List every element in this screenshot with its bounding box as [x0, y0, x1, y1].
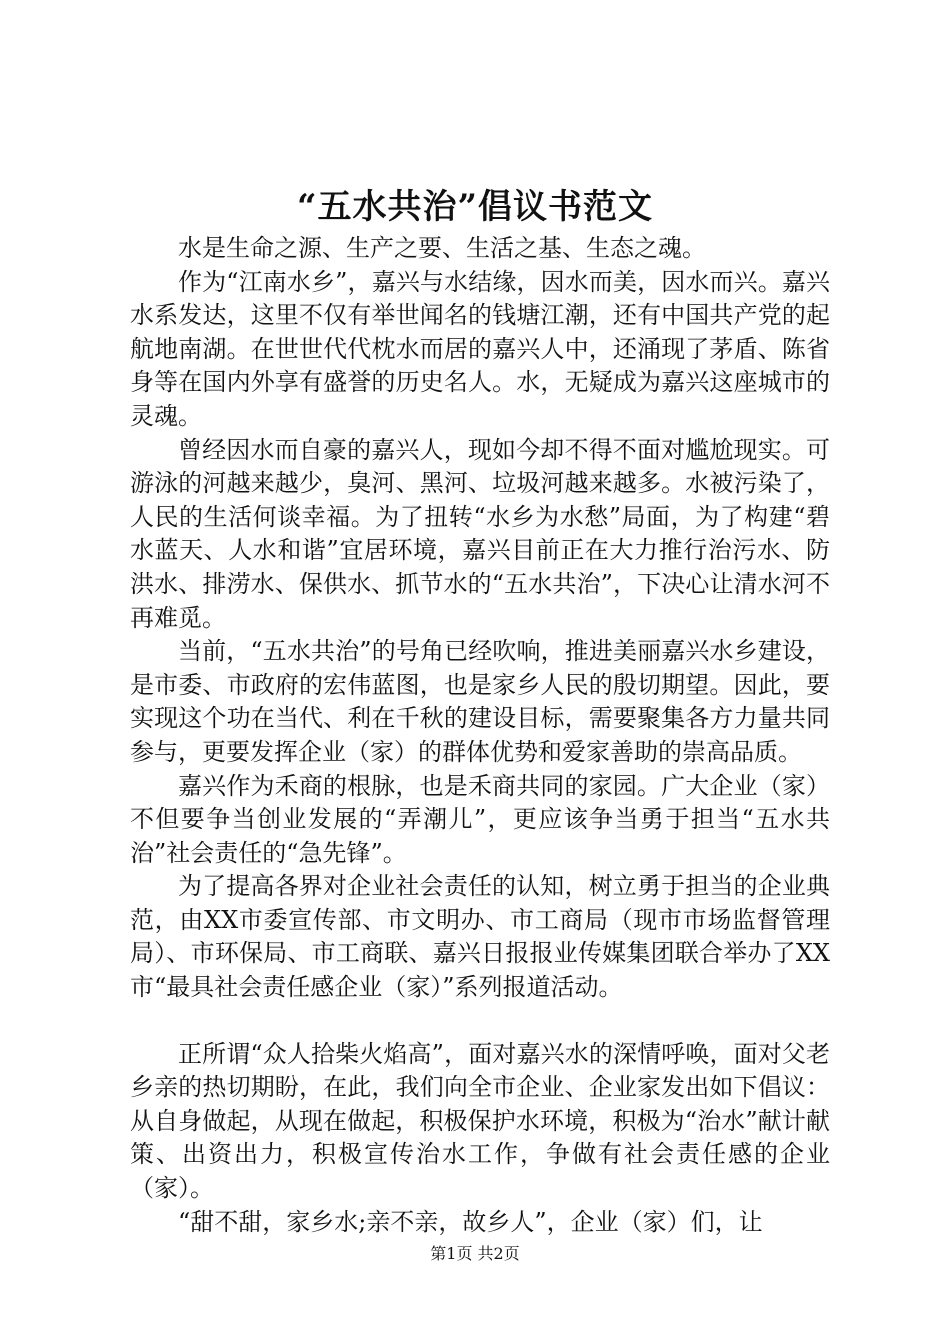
page-number-footer: 第1页 共2页: [430, 1244, 520, 1263]
paragraph-3: 曾经因水而自豪的嘉兴人，现如今却不得不面对尴尬现实。可游泳的河越来越少，臭河、黑河、垃圾河越来越多。水被污染了，人民的生活何谈幸福。为了扭转“水乡为水愁”局面，为了构建“碧水蓝天、人水和谐”宜居环境，嘉兴目前正在大力推行治污水、防洪水、排涝水、保供水、抓节水的“五水共治”，下决心让清水河不再难觅。: [130, 435, 830, 632]
document-title: “五水共治”倡议书范文: [296, 187, 654, 227]
paragraph-2: 作为“江南水乡”，嘉兴与水结缘，因水而美，因水而兴。嘉兴水系发达，这里不仅有举世闻名的钱塘江潮，还有中国共产党的起航地南湖。在世世代代枕水而居的嘉兴人中，还涌现了茅盾、陈省身等在国内外享有盛誉的历史名人。水，无疑成为嘉兴这座城市的灵魂。: [130, 267, 830, 430]
paragraph-6: 为了提高各界对企业社会责任的认知，树立勇于担当的企业典范，由XX市委宣传部、市文明办、市工商局（现市市场监督管理局）、市环保局、市工商联、嘉兴日报报业传媒集团联合举办了XX市“最具社会责任感企业（家）”系列报道活动。: [130, 872, 830, 1002]
paragraph-4: 当前，“五水共治”的号角已经吹响，推进美丽嘉兴水乡建设，是市委、市政府的宏伟蓝图，也是家乡人民的殷切期望。因此，要实现这个功在当代、利在千秋的建设目标，需要聚集各方力量共同参与，更要发挥企业（家）的群体优势和爱家善助的崇高品质。: [130, 637, 830, 766]
paragraph-1: 水是生命之源、生产之要、生活之基、生态之魂。: [178, 234, 706, 262]
paragraph-5: 嘉兴作为禾商的根脉，也是禾商共同的家园。广大企业（家）不但要争当创业发展的“弄潮儿”，更应该争当勇于担当“五水共治”社会责任的“急先锋”。: [130, 771, 830, 867]
paragraph-7: 正所谓“众人拾柴火焰高”，面对嘉兴水的深情呼唤，面对父老乡亲的热切期盼，在此，我们向全市企业、企业家发出如下倡议：从自身做起，从现在做起，积极保护水环境，积极为“治水”献计献策、出资出力，积极宣传治水工作，争做有社会责任感的企业（家）。: [130, 1039, 830, 1203]
document-body: [130, 232, 830, 1239]
paragraph-8: “甜不甜，家乡水;亲不亲，故乡人”，企业（家）们，让: [178, 1207, 763, 1236]
